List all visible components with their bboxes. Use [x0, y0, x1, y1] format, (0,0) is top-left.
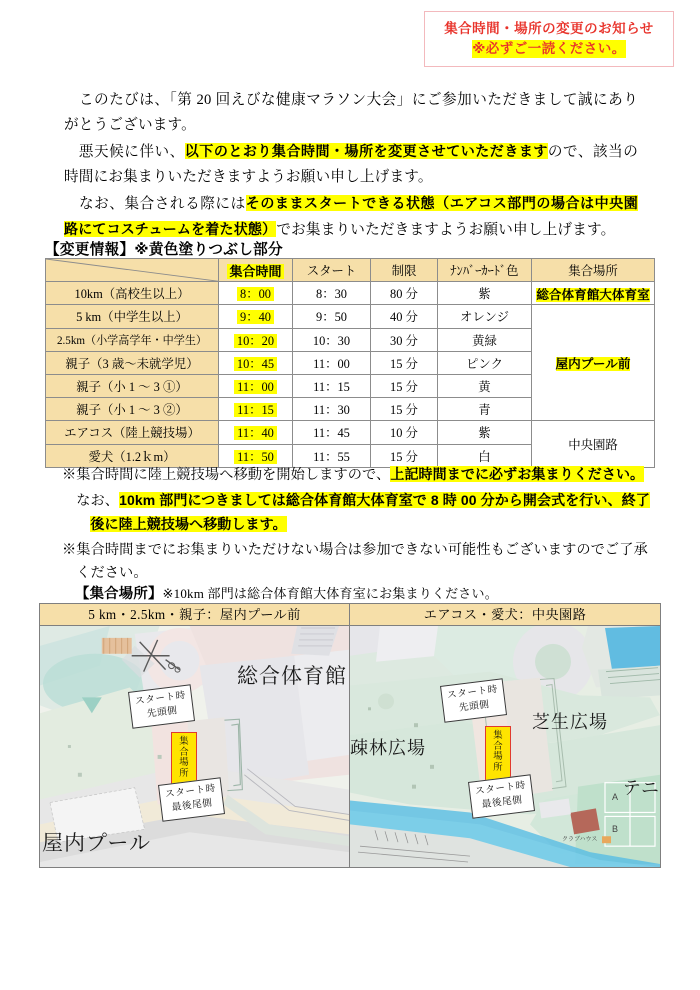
meet-char-4: 所 — [179, 766, 189, 778]
header-limit: 制限 — [371, 259, 438, 282]
meet-time-highlight: 11：50 — [234, 450, 277, 464]
place-highlight: 総合体育館大体育室 — [536, 287, 650, 302]
table-corner-cell — [46, 259, 219, 282]
cell-place — [532, 282, 655, 305]
paragraph-2-tail: ので、該当の時間にお集まりいただきますようお願い申し上げます。 — [64, 144, 639, 186]
map-right-label-lawn: 芝生広場 — [532, 712, 608, 732]
cell-bib-color: ピンク — [438, 351, 532, 374]
map-left-callout-head — [128, 684, 195, 728]
note-1 — [62, 463, 652, 488]
callout-tail-line1: スタート時 — [474, 779, 527, 798]
cell-start: 11：55 — [293, 444, 371, 467]
cell-bib-color: 青 — [438, 398, 532, 421]
table-body — [46, 282, 655, 468]
meet-time-highlight: 11：40 — [234, 426, 277, 440]
cell-meet-time — [219, 374, 293, 397]
note-2 — [62, 489, 652, 538]
meet-time-highlight: 10：20 — [234, 334, 277, 348]
change-table — [45, 258, 655, 468]
callout-head-line2: 先頭側 — [146, 705, 179, 721]
header-place: 集合場所 — [532, 259, 655, 282]
paragraph-3-highlight: そのままスタートできる状態（エアコス部門の場合は中央園路にてコスチュームを着た状態） — [64, 195, 639, 238]
cell-place: 中央園路 — [532, 421, 655, 467]
map-right-label-tennis: テニ — [622, 778, 660, 798]
map-left-callout-tail — [158, 777, 225, 821]
cell-bib-color: 紫 — [438, 282, 532, 305]
cell-category: 親子（小 1 〜 3 ②） — [46, 398, 219, 421]
callout-head-line1: スタート時 — [134, 689, 187, 708]
paragraph-2-lead: 悪天候に伴い、 — [78, 144, 185, 161]
callout-head-line1: スタート時 — [446, 683, 499, 702]
cell-bib-color: 紫 — [438, 421, 532, 444]
table-row — [46, 421, 655, 444]
cell-limit: 15 分 — [371, 351, 438, 374]
cell-category: 親子（3 歳〜未就学児） — [46, 351, 219, 374]
cell-meet-time — [219, 421, 293, 444]
note-3 — [62, 539, 652, 586]
cell-meet-time — [219, 282, 293, 305]
cell-meet-time — [219, 305, 293, 328]
cell-start: 11：15 — [293, 374, 371, 397]
map-right-image — [350, 626, 660, 867]
cell-bib-color: 黄 — [438, 374, 532, 397]
map-right-label-court-a: A — [612, 792, 619, 802]
cell-category: 2.5km（小学高学年・中学生） — [46, 328, 219, 351]
cell-category: 10km（高校生以上） — [46, 282, 219, 305]
cell-meet-time — [219, 328, 293, 351]
notes-block — [62, 463, 652, 586]
table-row — [46, 282, 655, 305]
map-left-label-gym: 総合体育館 — [237, 665, 347, 688]
note-2-lead: なお、 — [76, 492, 120, 509]
map-right-label-court-b: B — [612, 824, 619, 834]
callout-tail-line1: スタート時 — [164, 782, 217, 801]
note-1-lead: ※集合時間に陸上競技場へ移動を開始しますので、 — [62, 467, 391, 483]
map-column-left — [40, 604, 350, 867]
cell-bib-color: 黄緑 — [438, 328, 532, 351]
map-left-image — [40, 626, 349, 867]
table-head — [46, 259, 655, 282]
cell-start: 11：45 — [293, 421, 371, 444]
map-column-right — [350, 604, 660, 867]
note-3-text: ※集合時間までにお集まりいただけない場合は参加できない可能性もございますのでご了承ください。 — [62, 541, 648, 582]
meet-time-highlight: 10：45 — [234, 357, 277, 371]
table-header-row — [46, 259, 655, 282]
meet-time-highlight: 9：40 — [237, 310, 274, 324]
paragraph-3-tail: でお集まりいただきますようお願い申し上げます。 — [276, 222, 616, 239]
map-right-caption: エアコス・愛犬：中央園路 — [350, 604, 660, 626]
callout-tail-line2: 最後尾側 — [481, 794, 524, 811]
cell-place — [532, 305, 655, 421]
map-right-label-clubhouse: クラブハウス — [562, 837, 598, 843]
callout-head-line2: 先頭側 — [458, 699, 491, 715]
cell-start: 11：30 — [293, 398, 371, 421]
meet-char-3: 場 — [179, 756, 189, 768]
paragraph-2 — [64, 139, 638, 190]
map-right-meeting-point — [485, 726, 511, 782]
paragraph-3 — [64, 191, 638, 243]
cell-start: 10：30 — [293, 328, 371, 351]
cell-bib-color: オレンジ — [438, 305, 532, 328]
map-right-callout-tail — [468, 774, 535, 818]
maps-heading-rest: ※10km 部門は総合体育館大体育室にお集まりください。 — [162, 586, 498, 601]
header-start: スタート — [293, 259, 371, 282]
meet-char-2: 合 — [179, 745, 189, 757]
meet-char-4: 所 — [493, 760, 503, 772]
cell-meet-time — [219, 351, 293, 374]
diagonal-line-icon — [46, 259, 218, 281]
map-left-caption: 5 km・2.5km・親子：屋内プール前 — [40, 604, 349, 626]
meet-char-1: 集 — [179, 735, 189, 746]
meet-char-1: 集 — [493, 729, 503, 740]
cell-start: 11：00 — [293, 351, 371, 374]
cell-limit: 40 分 — [371, 305, 438, 328]
paragraph-2-highlight: 以下のとおり集合時間・場所を変更させていただきます — [184, 143, 548, 160]
notice-box — [424, 11, 674, 67]
meet-time-highlight: 11：15 — [234, 403, 277, 417]
cell-start: 9：50 — [293, 305, 371, 328]
place-highlight: 屋内プール前 — [555, 357, 631, 372]
cell-meet-time — [219, 398, 293, 421]
cell-bib-color: 白 — [438, 444, 532, 467]
note-1-highlight: 上記時間までに必ずお集まりください。 — [390, 466, 645, 482]
maps-heading-bold: 【集合場所】 — [75, 586, 163, 602]
cell-limit: 30 分 — [371, 328, 438, 351]
cell-category: 愛犬（1.2ｋm） — [46, 444, 219, 467]
cell-limit: 15 分 — [371, 444, 438, 467]
callout-tail-line2: 最後尾側 — [171, 797, 214, 814]
note-2-highlight: 10km 部門につきましては総合体育館大体育室で 8 時 00 分から開会式を行い、終了後に陸上競技場へ移動します。 — [90, 491, 650, 533]
map-right-label-grove: 疎林広場 — [350, 738, 426, 758]
map-right-callout-head — [440, 678, 507, 722]
maps-container — [39, 603, 661, 868]
header-meet-time: 集合時間 — [219, 259, 293, 282]
cell-limit: 80 分 — [371, 282, 438, 305]
paragraph-3-lead: なお、集合される際には — [78, 196, 246, 213]
table-row — [46, 305, 655, 328]
map-left-label-pool: 屋内プール — [42, 832, 151, 855]
intro-paragraphs — [64, 88, 638, 244]
maps-heading — [75, 582, 498, 603]
cell-limit: 15 分 — [371, 398, 438, 421]
cell-category: エアコス（陸上競技場） — [46, 421, 219, 444]
cell-category: 親子（小 1 〜 3 ①） — [46, 374, 219, 397]
paragraph-1-text: このたびは、「第 20 回えびな健康マラソン大会」にご参加いただきまして誠にありがとうございます。 — [64, 92, 638, 134]
paragraph-1 — [64, 88, 638, 138]
cell-limit: 10 分 — [371, 421, 438, 444]
cell-category: 5 km（中学生以上） — [46, 305, 219, 328]
change-table-heading: 【変更情報】※黄色塗りつぶし部分 — [45, 242, 283, 258]
cell-start: 8：30 — [293, 282, 371, 305]
header-bib-color: ﾅﾝﾊﾞｰｶｰﾄﾞ色 — [438, 259, 532, 282]
notice-title: 集合時間・場所の変更のお知らせ — [444, 20, 654, 36]
meet-char-2: 合 — [493, 739, 503, 751]
meet-time-highlight: 8：00 — [237, 287, 274, 301]
notice-subtitle: ※必ずご一読ください。 — [472, 40, 626, 58]
cell-limit: 15 分 — [371, 374, 438, 397]
meet-time-highlight: 11：00 — [234, 380, 277, 394]
meet-char-3: 場 — [493, 750, 503, 762]
